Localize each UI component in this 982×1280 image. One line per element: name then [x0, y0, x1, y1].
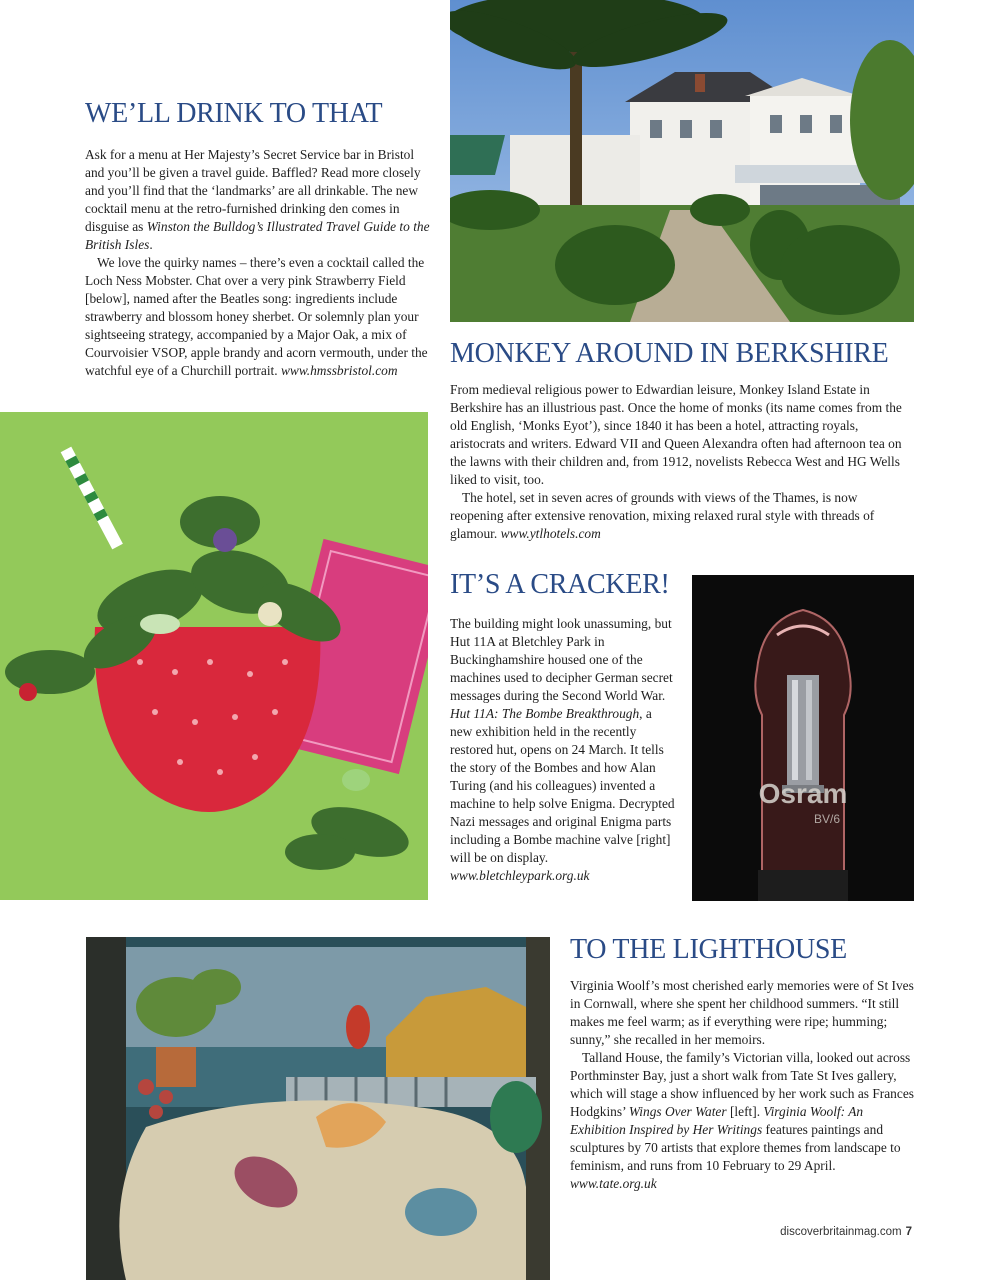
valve-brand-label: Osram — [758, 778, 848, 809]
monkey-island-hotel-photo — [450, 0, 914, 322]
drink-paragraph-2: We love the quirky names – there’s even a cocktail called the Loch Ness Mobster. Chat over a very pink Strawberry Field [below], named after the Beatles song: ingredients include strawberry and blossom honey sherbet. Or solemnly plan your sightseeing strategy, accompanied by a Major Oak, a mix of Courvoisier VSOP, apple brandy and acorn vermouth, under the watchful eye of a Churchill portrait. www.hmssbristol.com — [85, 255, 428, 378]
bombe-valve-photo — [692, 575, 914, 901]
monkey-paragraph-2: The hotel, set in seven acres of grounds with views of the Thames, is now reopening after extensive renovation, mixing relaxed rural style with threads of glamour. www.ytlhotels.com — [450, 490, 875, 541]
lighthouse-paragraph-1: Virginia Woolf’s most cherished early memories were of St Ives in Cornwall, where she spent her childhood summers. “It still makes me feel warm; as if everything were ripe; humming; sunny,” she recalled in her memoirs. — [570, 978, 914, 1047]
monkey-paragraph-1: From medieval religious power to Edwardian leisure, Monkey Island Estate in Berkshire has an illustrious past. Once the home of monks (its name comes from the old English, ‘Monks Eyot’), since 1840 it has been a hotel, attracting royals, aristocrats and writers. Edward VII and Queen Alexandra often had afternoon tea on the lawns with their children and, from 1912, novelists Rebecca West and HG Wells liked to visit, too. — [450, 382, 902, 487]
cracker-article — [450, 615, 676, 885]
lighthouse-url-link[interactable]: www.tate.org.uk — [570, 1176, 657, 1191]
lighthouse-paragraph-2: Talland House, the family’s Victorian villa, looked out across Porthminster Bay, just a short walk from Tate St Ives gallery, which will stage a show influenced by her work such as Frances Hodgkins’ Wings Over Water [left]. Virginia Woolf: An Exhibition Inspired by Her Writings features paintings and sculptures by 70 artists that explore themes from landscape to feminism, and runs from 10 February to 29 April. www.tate.org.uk — [570, 1050, 914, 1191]
page-number: 7 — [905, 1226, 912, 1238]
drink-article — [85, 146, 432, 380]
drink-title: WE’LL DRINK TO THAT — [85, 98, 383, 129]
lighthouse-article — [570, 977, 915, 1193]
valve-model-label: BV/6 — [813, 812, 841, 826]
page-footer — [780, 1226, 912, 1238]
monkey-url-link[interactable]: www.ytlhotels.com — [500, 526, 601, 541]
wings-over-water-painting — [86, 937, 550, 1280]
lighthouse-title: TO THE LIGHTHOUSE — [570, 934, 847, 965]
monkey-title: MONKEY AROUND IN BERKSHIRE — [450, 338, 889, 369]
cracker-paragraph-1: The building might look unassuming, but Hut 11A at Bletchley Park in Buckinghamshire housed one of the machines used to decipher German secret messages during the Second World War. Hut 11A: The Bombe Breakthrough, a new exhibition held in the recently restored hut, opens on 24 March. It tells the story of the Bombes and how Alan Turing (and his colleagues) invented a machine to help solve Enigma. Decrypted Nazi messages and original Enigma parts including a Bombe machine valve [right] will be on display. www.bletchleypark.org.uk — [450, 616, 675, 883]
strawberry-cocktail-photo — [0, 412, 428, 900]
monkey-article — [450, 381, 914, 543]
cracker-title: IT’S A CRACKER! — [450, 569, 670, 600]
cracker-url-link[interactable]: www.bletchleypark.org.uk — [450, 868, 590, 883]
drink-paragraph-1: Ask for a menu at Her Majesty’s Secret Service bar in Bristol and you’ll be given a travel guide. Baffled? Read more closely and you’ll find that the ‘landmarks’ are all drinkable. The new cocktail menu at the retro-furnished drinking den comes in disguise as Winston the Bulldog’s Illustrated Travel Guide to the British Isles. — [85, 147, 430, 252]
drink-url-link[interactable]: www.hmssbristol.com — [280, 363, 398, 378]
footer-site[interactable]: discoverbritainmag.com — [780, 1226, 902, 1238]
